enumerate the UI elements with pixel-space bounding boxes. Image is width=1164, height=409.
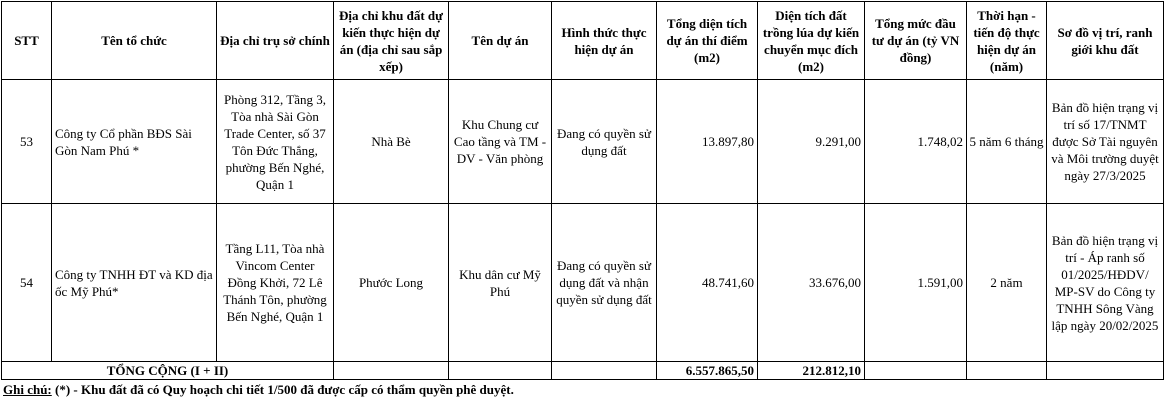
cell-hq: Phòng 312, Tầng 3, Tòa nhà Sài Gòn Trade Center, số 37 Tôn Đức Thắng, phường Bến Nghé, Quận 1 (217, 80, 334, 204)
header-project: Tên dự án (449, 2, 552, 80)
cell-duration: 5 năm 6 tháng (967, 80, 1047, 204)
cell-form: Đang có quyền sử dụng đất và nhận quyền sử dụng đất (552, 204, 657, 362)
header-hq: Địa chỉ trụ sở chính (217, 2, 334, 80)
cell-form: Đang có quyền sử dụng đất (552, 80, 657, 204)
header-invest: Tổng mức đầu tư dự án (tỷ VN đồng) (865, 2, 967, 80)
header-map: Sơ đồ vị trí, ranh giới khu đất (1047, 2, 1164, 80)
cell-project: Khu Chung cư Cao tầng và TM - DV - Văn phòng (449, 80, 552, 204)
total-area: 6.557.865,50 (657, 362, 758, 380)
total-empty-cell (1047, 362, 1164, 380)
header-land: Địa chỉ khu đất dự kiến thực hiện dự án (địa chỉ sau sắp xếp) (334, 2, 449, 80)
cell-stt: 54 (2, 204, 52, 362)
projects-table (1, 1, 1164, 380)
table-row (2, 80, 1164, 204)
cell-land: Phước Long (334, 204, 449, 362)
total-row (2, 362, 1164, 380)
header-form: Hình thức thực hiện dự án (552, 2, 657, 80)
header-rice: Diện tích đất trồng lúa dự kiến chuyển mục đích (m2) (758, 2, 865, 80)
total-rice: 212.812,10 (758, 362, 865, 380)
total-empty-cell (552, 362, 657, 380)
table-row (2, 204, 1164, 362)
cell-duration: 2 năm (967, 204, 1047, 362)
cell-invest: 1.591,00 (865, 204, 967, 362)
header-stt: STT (2, 2, 52, 80)
total-label: TỔNG CỘNG (I + II) (2, 362, 334, 380)
cell-land: Nhà Bè (334, 80, 449, 204)
footnote-label: Ghi chú: (3, 382, 52, 397)
total-empty-cell (449, 362, 552, 380)
total-empty-cell (865, 362, 967, 380)
header-row (2, 2, 1164, 80)
cell-invest: 1.748,02 (865, 80, 967, 204)
total-empty-cell (334, 362, 449, 380)
cell-area: 13.897,80 (657, 80, 758, 204)
cell-project: Khu dân cư Mỹ Phú (449, 204, 552, 362)
cell-map: Bản đồ hiện trạng vị trí - Áp ranh số 01/2025/HĐDV/ MP-SV do Công ty TNHH Sông Vàng lập ngày 20/02/2025 (1047, 204, 1164, 362)
cell-org: Công ty TNHH ĐT và KD địa ốc Mỹ Phú* (52, 204, 217, 362)
cell-rice: 33.676,00 (758, 204, 865, 362)
header-area: Tổng diện tích dự án thí điểm (m2) (657, 2, 758, 80)
cell-area: 48.741,60 (657, 204, 758, 362)
cell-stt: 53 (2, 80, 52, 204)
cell-map: Bản đồ hiện trạng vị trí số 17/TNMT được Sở Tài nguyên và Môi trường duyệt ngày 27/3/2025 (1047, 80, 1164, 204)
header-duration: Thời hạn - tiến độ thực hiện dự án (năm) (967, 2, 1047, 80)
cell-rice: 9.291,00 (758, 80, 865, 204)
total-empty-cell (967, 362, 1047, 380)
header-org: Tên tổ chức (52, 2, 217, 80)
footnote (3, 382, 514, 398)
cell-hq: Tầng L11, Tòa nhà Vincom Center Đồng Khởi, 72 Lê Thánh Tôn, phường Bến Nghé, Quận 1 (217, 204, 334, 362)
footnote-text: (*) - Khu đất đã có Quy hoạch chi tiết 1/500 đã được cấp có thẩm quyền phê duyệt. (51, 382, 514, 397)
cell-org: Công ty Cổ phần BĐS Sài Gòn Nam Phú * (52, 80, 217, 204)
